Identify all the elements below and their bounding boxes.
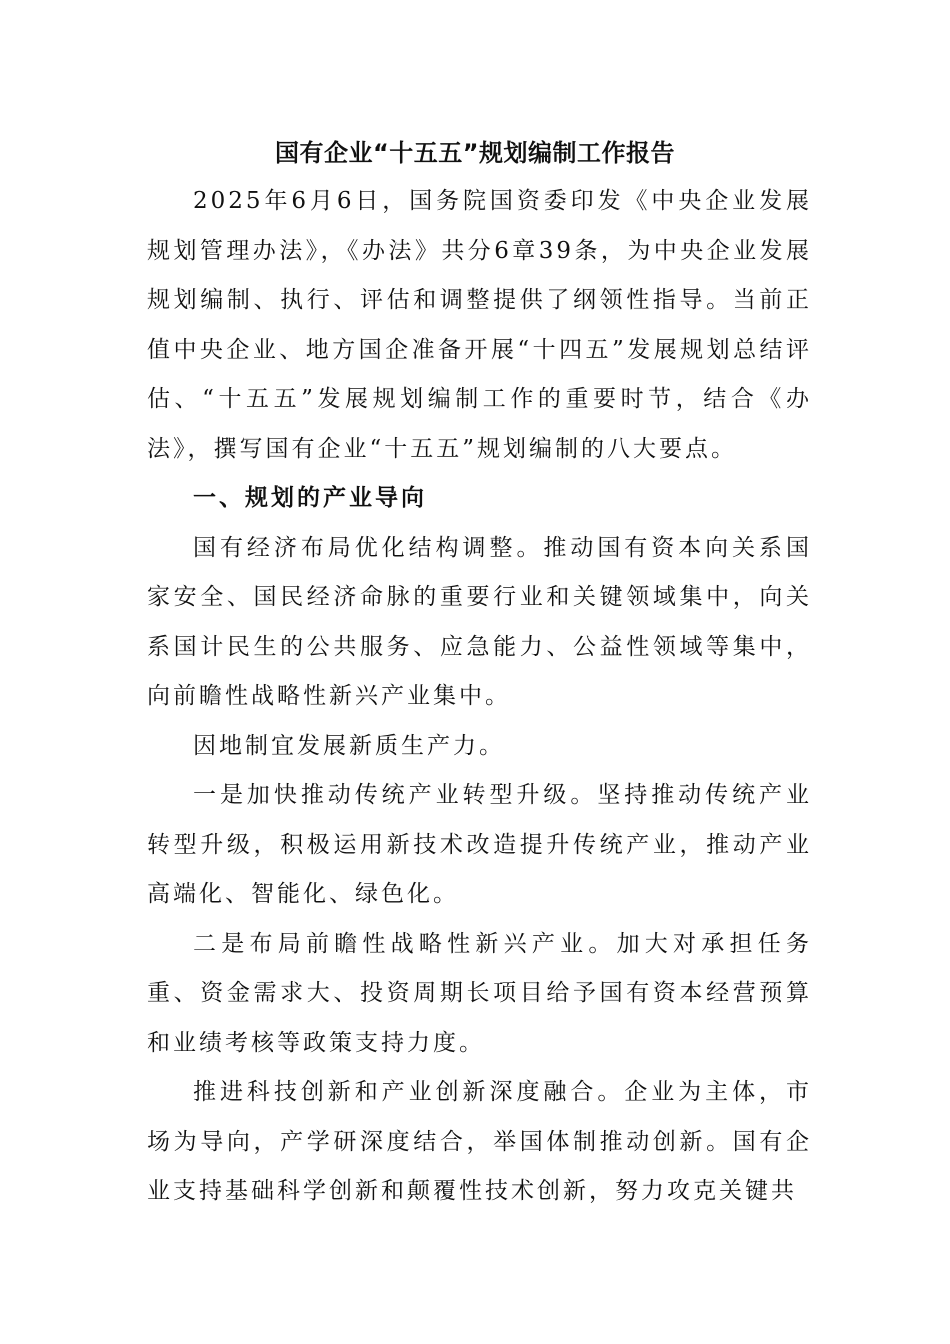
document-body bbox=[147, 177, 812, 1217]
section-heading: 一、规划的产业导向 bbox=[193, 485, 427, 511]
paragraph: 推进科技创新和产业创新深度融合。企业为主体，市场为导向，产学研深度结合，举国体制推动创新。国有企业支持基础科学创新和颠覆性技术创新，努力攻克关键共 bbox=[147, 1079, 812, 1204]
paragraph: 一是加快推动传统产业转型升级。坚持推动传统产业转型升级，积极运用新技术改造提升传统产业，推动产业高端化、智能化、绿色化。 bbox=[147, 782, 812, 907]
paragraph: 因地制宜发展新质生产力。 bbox=[193, 732, 505, 759]
paragraph-intro: 2025年6月6日，国务院国资委印发《中央企业发展规划管理办法》，《办法》共分6章39条，为中央企业发展规划编制、执行、评估和调整提供了纲领性指导。当前正值中央企业、地方国企准备开展“十四五”发展规划总结评估、“十五五”发展规划编制工作的重要时节，结合《办法》，撰写国有企业“十五五”规划编制的八大要点。 bbox=[147, 188, 812, 462]
paragraph: 二是布局前瞻性战略性新兴产业。加大对承担任务重、资金需求大、投资周期长项目给予国有资本经营预算和业绩考核等政策支持力度。 bbox=[147, 930, 812, 1056]
document-title: 国有企业“十五五”规划编制工作报告 bbox=[274, 139, 676, 167]
paragraph: 国有经济布局优化结构调整。推动国有资本向关系国家安全、国民经济命脉的重要行业和关键领域集中，向关系国计民生的公共服务、应急能力、公益性领域等集中，向前瞻性战略性新兴产业集中。 bbox=[147, 534, 812, 709]
